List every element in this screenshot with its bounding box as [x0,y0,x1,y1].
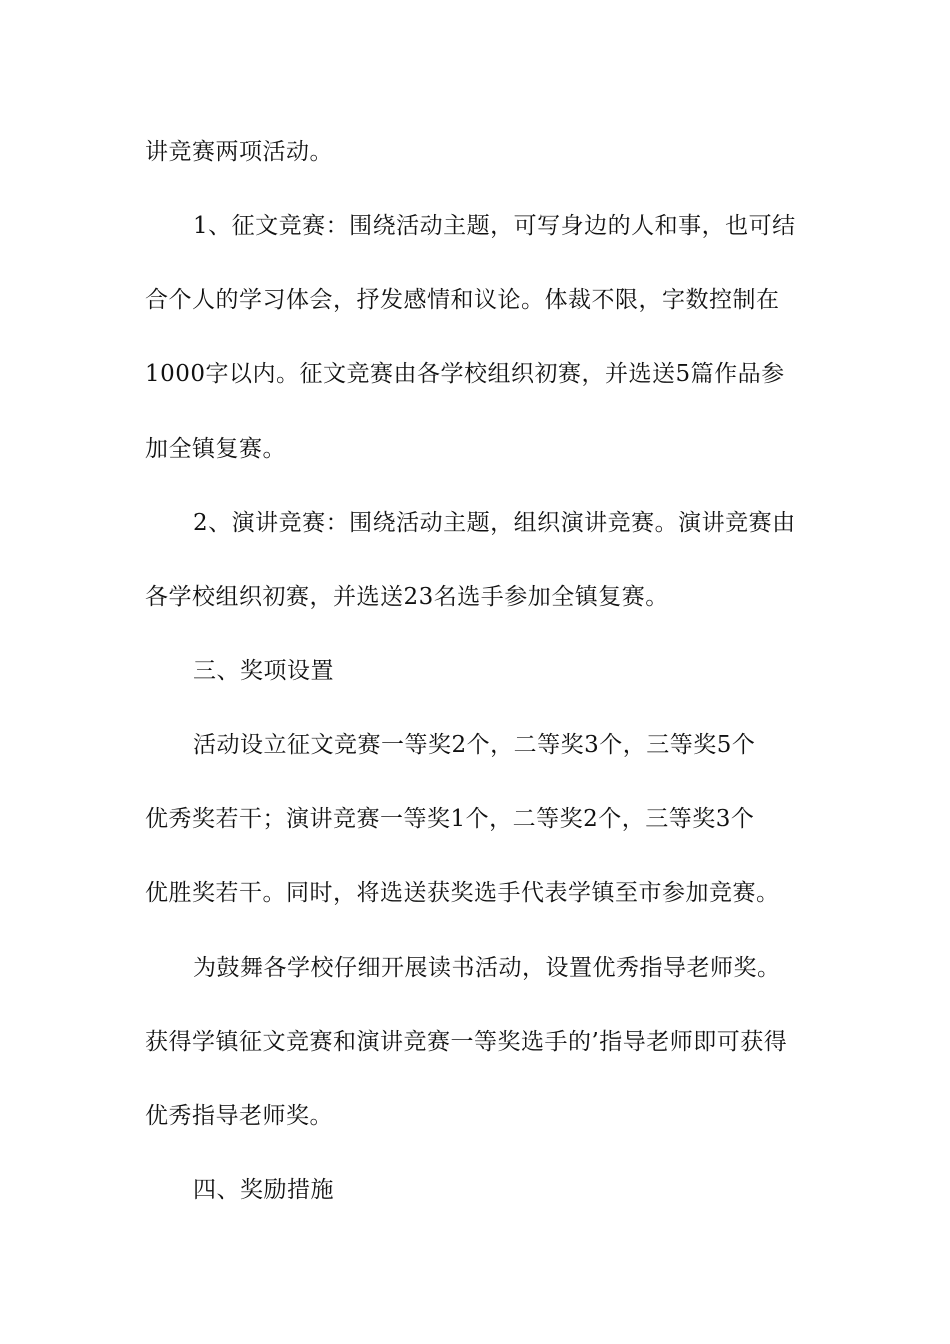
section-heading-awards: 三、奖项设置 [193,658,334,684]
text-line-12: 为鼓舞各学校仔细开展读书活动，设置优秀指导老师奖。 [193,955,781,981]
text-line-11: 优胜奖若干。同时，将选送获奖选手代表学镇至市参加竞赛。 [145,880,780,906]
text-line-5: 加全镇复赛。 [145,436,286,462]
text-line-10: 优秀奖若干；演讲竞赛一等奖1个，二等奖2个，三等奖3个 [145,806,755,832]
text-line-4: 1000字以内。征文竞赛由各学校组织初赛，并选送5篇作品参 [145,361,785,387]
section-heading-rewards: 四、奖励措施 [193,1177,334,1203]
text-line-13: 获得学镇征文竞赛和演讲竞赛一等奖选手的’指导老师即可获得 [145,1029,788,1055]
text-line-3: 合个人的学习体会，抒发感情和议论。体裁不限，字数控制在 [145,287,780,313]
text-line-6: 2、演讲竞赛：围绕活动主题，组织演讲竞赛。演讲竞赛由 [193,510,796,536]
text-line-7: 各学校组织初赛，并选送23名选手参加全镇复赛。 [145,584,669,610]
text-line-9: 活动设立征文竞赛一等奖2个，二等奖3个，三等奖5个 [193,732,756,758]
text-line-2: 1、征文竞赛：围绕活动主题，可写身边的人和事，也可结 [193,213,796,239]
text-line-14: 优秀指导老师奖。 [145,1103,333,1129]
text-line-1: 讲竞赛两项活动。 [145,139,333,165]
